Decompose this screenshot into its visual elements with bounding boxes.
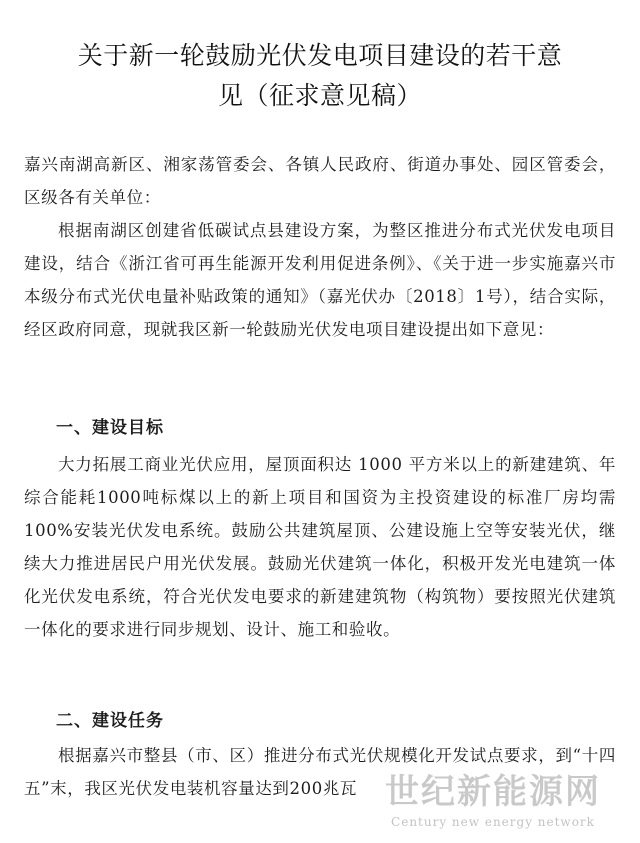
addressee-paragraph: 嘉兴南湖高新区、湘家荡管委会、各镇人民政府、街道办事处、园区管委会，区级各有关单位：: [24, 155, 616, 207]
title-line-2: 见（征求意见稿）: [217, 81, 422, 110]
intro-paragraph: 根据南湖区创建省低碳试点县建设方案，为整区推进分布式光伏发电项目建设，结合《浙江省可再生能源开发利用促进条例》、《关于进一步实施嘉兴市本级分布式光伏电量补贴政策的通知》（嘉光伏办〔2018〕1号），结合实际，经区政府同意，现就我区新一轮鼓励光伏发电项目建设提出如下意见：: [24, 221, 616, 339]
section-2-paragraph: 根据嘉兴市整县（市、区）推进分布式光伏规模化开发试点要求，到“十四五”末，我区光伏发电装机容量达到200兆瓦: [24, 746, 616, 798]
watermark-main-text: 世纪新能源网: [385, 772, 601, 812]
watermark-sub-text: Century new energy network: [391, 815, 595, 829]
section-2-heading: 二、建设任务: [56, 711, 164, 731]
document-title: [0, 36, 640, 116]
watermark-logo: [368, 770, 618, 840]
title-line-1: 关于新一轮鼓励光伏发电项目建设的若干意: [77, 41, 563, 70]
section-1-paragraph: 大力拓展工商业光伏应用，屋顶面积达 1000 平方米以上的新建建筑、年综合能耗1000吨标煤以上的新上项目和国资为主投资建设的标准厂房均需 100%安装光伏发电系统。鼓励公共建筑屋顶、公建设施上空等安装光伏，继续大力推进居民户用光伏发展。鼓励光伏建筑一体化，积极开发光电建筑一体化光伏发电系统，符合光伏发电要求的新建建筑物（构筑物）要按照光伏建筑一体化的要求进行同步规划、设计、施工和验收。: [24, 455, 616, 639]
section-1-heading: 一、建设目标: [56, 418, 164, 438]
